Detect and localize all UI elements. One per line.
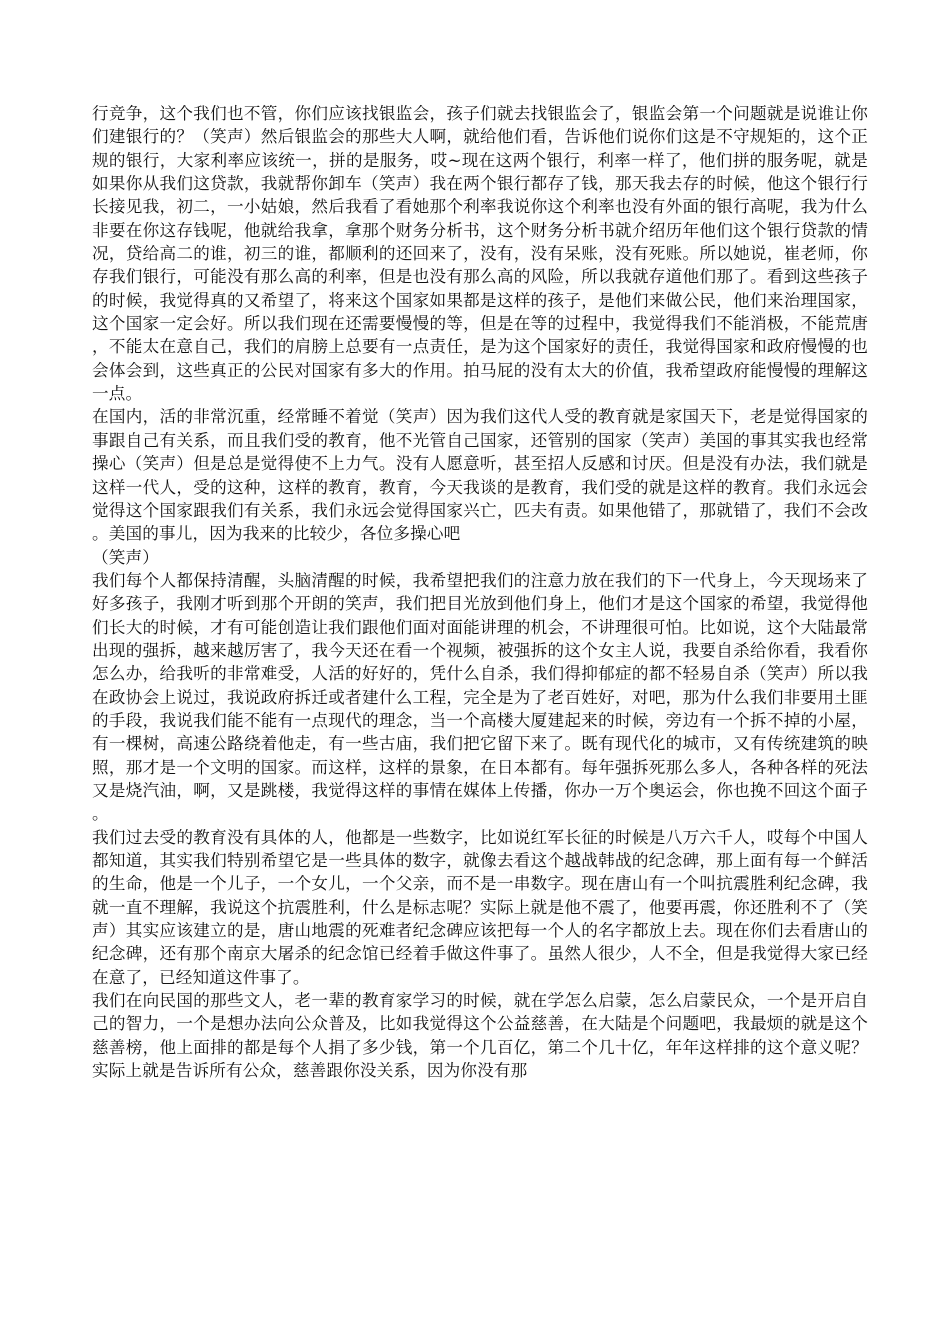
paragraph-bank-story: 行竞争，这个我们也不管，你们应该找银监会，孩子们就去找银监会了，银监会第一个问题就是说谁让你们建银行的？（笑声）然后银监会的那些大人啊，就给他们看，告诉他们说你们这是不守规矩的，这个正规的银行，大家利率应该统一，拼的是服务，哎~现在这两个银行，利率一样了，他们拼的服务呢，就是如果你从我们这贷款，我就帮你卸车（笑声）我在两个银行都存了钱，那天我去存的时候，他这个银行行长接见我，初二，一小姑娘，然后我看了看她那个利率我说你这个利率也没有外面的银行高呢，我为什么非要在你这存钱呢，他就给我拿，拿那个财务分析书，这个财务分析书就介绍历年他们这个银行贷款的情况，贷给高二的谁，初三的谁，都顺利的还回来了，没有，没有呆账，没有死账。所以她说，崔老师，你存我们银行，可能没有那么高的利率，但是也没有那么高的风险，所以我就存道他们那了。看到这些孩子的时候，我觉得真的又希望了，将来这个国家如果都是这样的孩子，是他们来做公民，他们来治理国家，这个国家一定会好。所以我们现在还需要慢慢的等，但是在等的过程中，我觉得我们不能消极，不能荒唐，不能太在意自己，我们的肩膀上总要有一点责任，是为这个国家好的责任，我觉得国家和政府慢慢的也会体会到，这些真正的公民对国家有多大的作用。拍马屁的没有太大的价值，我希望政府能慢慢的理解这一点。 xyxy=(92,104,868,404)
paragraph-enlightenment: 我们在向民国的那些文人，老一辈的教育家学习的时候，就在学怎么启蒙，怎么启蒙民众，一个是开启自己的智力，一个是想办法向公众普及，比如我觉得这个公益慈善，在大陆是个问题吧，我最烦的就是这个慈善榜，他上面排的都是每个人捐了多少钱，第一个几百亿，第二个几十亿，年年这样排的这个意义呢？实际上就是告诉所有公众，慈善跟你没关系，因为你没有那 xyxy=(92,991,868,1081)
laughter-note: （笑声） xyxy=(92,547,159,567)
document-body xyxy=(92,102,868,1082)
paragraph-memorials: 我们过去受的教育没有具体的人，他都是一些数字，比如说红军长征的时候是八万六千人，哎每个中国人都知道，其实我们特别希望它是一些具体的数字，就像去看这个越战韩战的纪念碑，那上面有每一个鲜活的生命，他是一个儿子，一个女儿，一个父亲，而不是一串数字。现在唐山有一个叫抗震胜利纪念碑，我就一直不理解，我说这个抗震胜利，什么是标志呢？实际上就是他不震了，他要再震，你还胜利不了（笑声）其实应该建立的是，唐山地震的死难者纪念碑应该把每一个人的名字都放上去。现在你们去看唐山的纪念碑，还有那个南京大屠杀的纪念馆已经着手做这件事了。虽然人很少，人不全，但是我觉得大家已经在意了，已经知道这件事了。 xyxy=(92,827,868,987)
paragraph-education-burden: 在国内，活的非常沉重，经常睡不着觉（笑声）因为我们这代人受的教育就是家国天下，老是觉得国家的事跟自己有关系，而且我们受的教育，他不光管自己国家，还管别的国家（笑声）美国的事其实我也经常操心（笑声）但是总是觉得使不上力气。没有人愿意听，甚至招人反感和讨厌。但是没有办法，我们就是这样一代人，受的这种，这样的教育，教育，今天我谈的是教育，我们受的就是这样的教育。我们永远会觉得这个国家跟我们有关系，我们永远会觉得国家兴亡，匹夫有责。如果他错了，那就错了，我们不会改。美国的事儿，因为我来的比较少，各位多操心吧 xyxy=(92,407,868,544)
paragraph-next-generation: 我们每个人都保持清醒，头脑清醒的时候，我希望把我们的注意力放在我们的下一代身上，今天现场来了好多孩子，我刚才听到那个开朗的笑声，我们把目光放到他们身上，他们才是这个国家的希望，我觉得他们长大的时候，才有可能创造让我们跟他们面对面能讲理的机会，不讲理很可怕。比如说，这个大陆最常出现的强拆，越来越厉害了，我今天还在看一个视频，被强拆的这个女主人说，我要自杀给你看，我看你怎么办，给我听的非常难受，人活的好好的，凭什么自杀，我们得抑郁症的都不轻易自杀（笑声）所以我在政协会上说过，我说政府拆迁或者建什么工程，完全是为了老百姓好，对吧，那为什么我们非要用土匪的手段，我说我们能不能有一点现代的理念，当一个高楼大厦建起来的时候，旁边有一个拆不掉的小屋，有一棵树，高速公路绕着他走，有一些古庙，我们把它留下来了。既有现代化的城市，又有传统建筑的映照，那才是一个文明的国家。而这样，这样的景象，在日本都有。每年强拆死那么多人，各种各样的死法又是烧汽油，啊，又是跳楼，我觉得这样的事情在媒体上传播，你办一万个奥运会，你也挽不回这个面子。 xyxy=(92,570,868,824)
